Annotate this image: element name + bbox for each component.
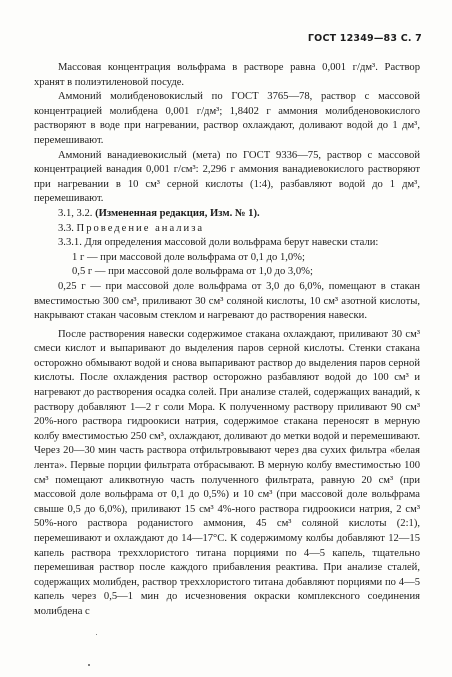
section-heading (34, 222, 420, 237)
scan-speck (96, 634, 97, 635)
amendment-clause-number: 3.1, 3.2. (58, 207, 93, 219)
amendment-text: (Измененная редакция, Изм. № 1). (95, 207, 260, 219)
scan-speck (88, 664, 90, 666)
section-number: 3.3. (58, 222, 74, 234)
page-header: ГОСТ 12349—83 С. 7 (307, 33, 422, 44)
page-content (34, 61, 420, 620)
amendment-note (34, 207, 420, 222)
paragraph-dissolution-procedure: После растворения навески содержимое стакана охлаждают, приливают 30 см³ смеси кислот и выпаривают до выделения паров серной кислоты. Стенки стакана осторожно обмывают водой и снова выпаривают раствор до выделения паров серной кислоты. После охлаждения раствор осторожно разбавляют водой до 100 см³ и нагревают до растворения осадка солей. При анализе сталей, содержащих ванадий, к раствору добавляют 1—2 г соли Мора. К полученному раствору приливают 90 см³ 20%-ного раствора гидроокиси натрия, содержимое стакана переносят в мерную колбу вместимостью 250 см³, охлаждают, доливают до метки водой и перемешивают. Через 20—30 мин часть раствора отфильтровывают через два сухих фильтра «белая лента». Первые порции фильтрата отбрасывают. В мерную колбу вместимостью 100 см³ помещают аликвотную часть полученного фильтрата, равную 20 см³ (при массовой доле вольфрама от 0,1 до 0,5%) и 10 см³ (при массовой доле вольфрама свыше 0,5 до 6,0%), приливают 15 см³ 4%-ного раствора гидроокиси натрия, 2 см³ 50%-ного раствора роданистого аммония, 45 см³ соляной кислоты (2:1), перемешивают и охлаждают до 14—17°С. К содержимому колбы добавляют 12—15 капель раствора треххлористого титана порциями по 4—5 капель, тщательно перемешивая раствор после каждого прибавления реактива. При анализе сталей, содержащих молибден, раствор треххлористого титана добавляют порциями по 4—5 капель через 0,5—1 мин до исчезновения окраски комплексного соединения молибдена с (34, 328, 420, 617)
section-title: Проведение анализа (76, 222, 205, 234)
paragraph-3-3-1: 3.3.1. Для определения массовой доли вольфрама берут навески стали: (58, 237, 379, 249)
list-item-1g: 1 г — при массовой доле вольфрама от 0,1 до 1,0%; (72, 251, 305, 263)
paragraph-ammonium-molybdate: Аммоний молибденовокислый по ГОСТ 3765—78, раствор с массовой концентрацией молибдена 0,001 г/дм³; 1,8402 г аммония молибденовокислого растворяют в воде при нагревании, раствор охлаждают, доливают водой до 1 дм³, перемешивают. (34, 91, 420, 146)
list-item-0-25g: 0,25 г — при массовой доле вольфрама от 3,0 до 6,0%, помещают в стакан вместимостью 300 см³, приливают 30 см³ соляной кислоты, 10 см³ азотной кислоты, накрывают стакан часовым стеклом и нагревают до растворения навески. (34, 280, 420, 322)
paragraph-ammonium-vanadate: Аммоний ванадиевокислый (мета) по ГОСТ 9336—75, раствор с массовой концентрацией ванадия 0,001 г/см³: 2,296 г аммония ванадиевокислого растворяют при нагревании в 10 см³ серной кислоты (1:4), разбавляют водой до 1 дм³, перемешивают. (34, 149, 420, 205)
paragraph-tungsten-concentration: Массовая концентрация вольфрама в растворе равна 0,001 г/дм³. Раствор хранят в полиэтиленовой посуде. (34, 62, 420, 88)
list-item-0-5g: 0,5 г — при массовой доле вольфрама от 1,0 до 3,0%; (72, 266, 313, 278)
